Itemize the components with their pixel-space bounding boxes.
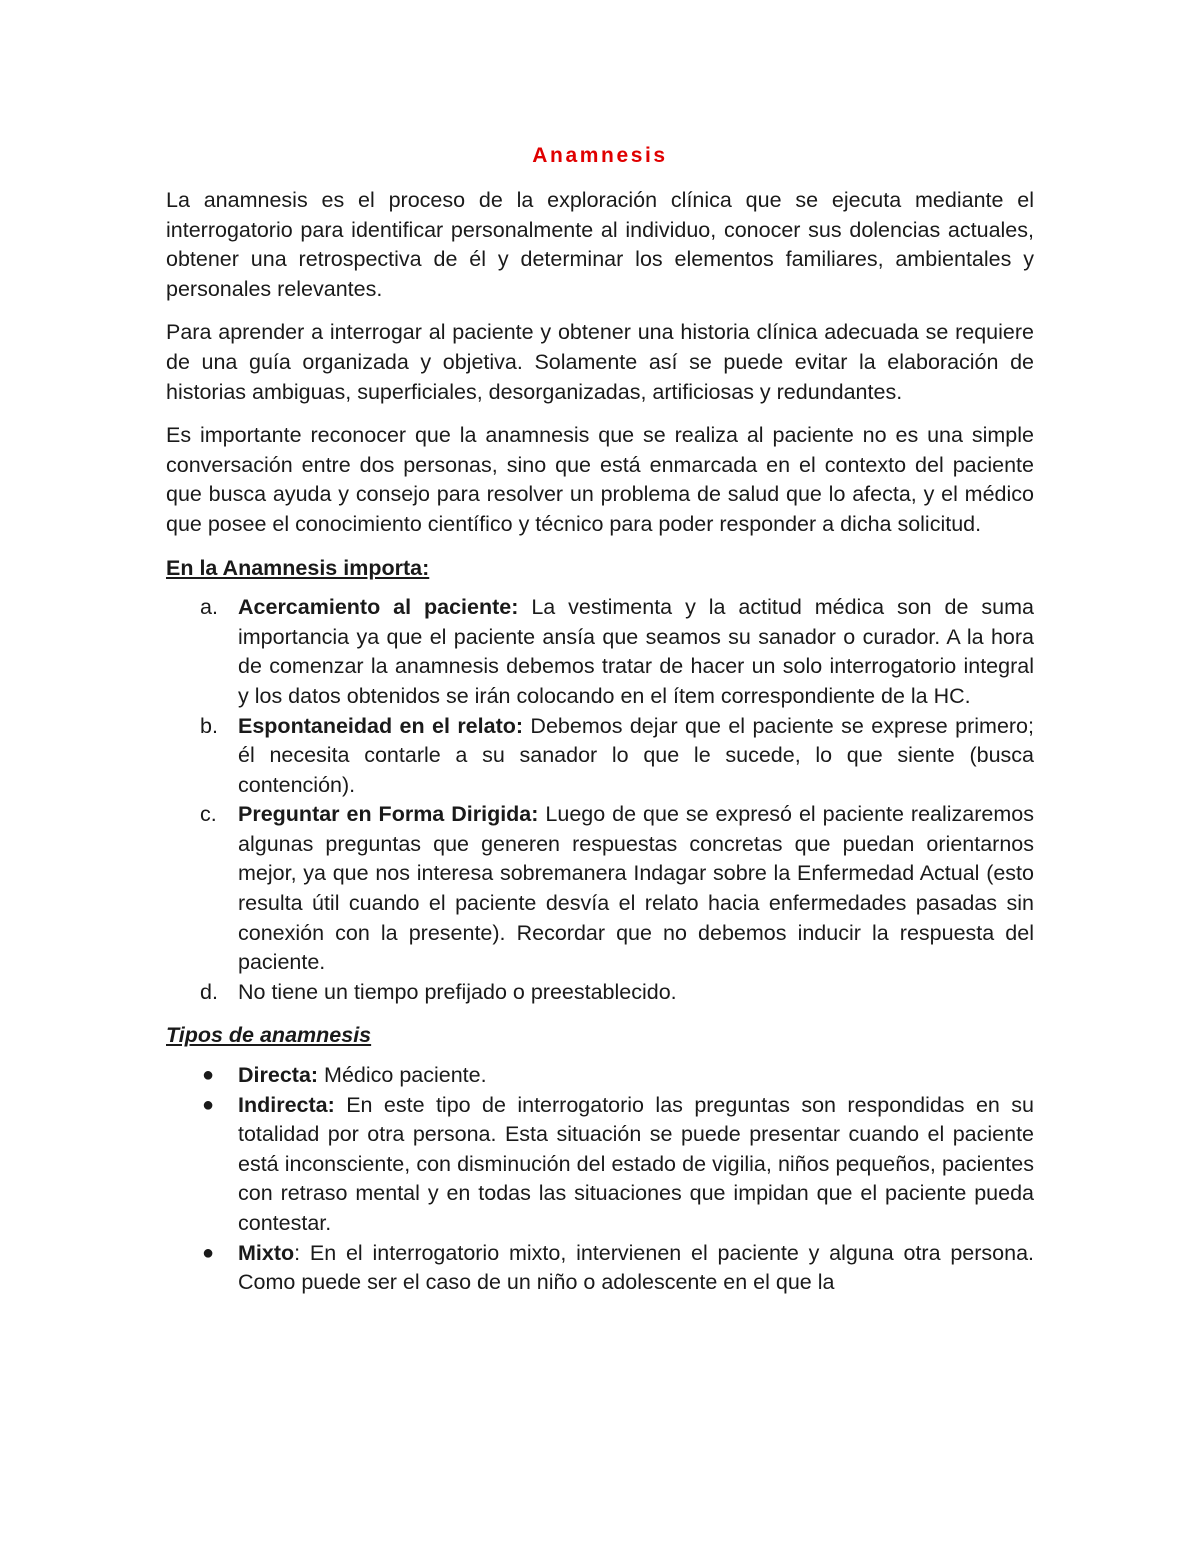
item-text: : En el interrogatorio mixto, intervienen el paciente y alguna otra persona. Como puede ser el caso de un niño o adolescente en el que la: [238, 1240, 1034, 1295]
item-text: No tiene un tiempo prefijado o preestablecido.: [238, 979, 677, 1004]
bullet-icon: ●: [202, 1241, 215, 1264]
item-text: La vestimenta y la actitud médica son de suma importancia ya que el paciente ansía que seamos su sanador o curador. A la hora de comenzar la anamnesis debemos tratar de hacer un solo interrogatorio integral y los datos obtenidos se irán colocando en el ítem correspondiente de la HC.: [238, 595, 1034, 708]
bullet-icon: ●: [202, 1064, 215, 1087]
importa-list: [166, 593, 1034, 1007]
item-lead: Acercamiento al paciente:: [238, 595, 519, 620]
intro-paragraph-1: La anamnesis es el proceso de la exploración clínica que se ejecuta mediante el interrogatorio para identificar personalmente al individuo, conocer sus dolencias actuales, obtener una retrospectiva de él y determinar los elementos familiares, ambientales y personales relevantes.: [166, 188, 1034, 301]
list-item: [166, 593, 1034, 711]
item-lead: Espontaneidad en el relato:: [238, 713, 524, 738]
list-marker: c.: [200, 802, 217, 827]
list-item: [166, 1239, 1034, 1298]
section-heading-tipos: Tipos de anamnesis: [166, 1023, 372, 1048]
intro-paragraph-3: Es importante reconocer que la anamnesis que se realiza al paciente no es una simple conversación entre dos personas, sino que está enmarcada en el contexto del paciente que busca ayuda y consejo para resolver un problema de salud que lo afecta, y el médico que posee el conocimiento científico y técnico para poder responder a dicha solicitud.: [166, 423, 1034, 536]
item-lead: Directa:: [238, 1063, 319, 1088]
list-item: [166, 1061, 1034, 1091]
list-item: [166, 800, 1034, 978]
bullet-icon: ●: [202, 1093, 215, 1116]
item-text: Médico paciente.: [318, 1063, 487, 1088]
list-marker: a.: [200, 595, 218, 620]
list-item: [166, 712, 1034, 801]
item-lead: Preguntar en Forma Dirigida:: [238, 802, 539, 827]
item-text: Luego de que se expresó el paciente realizaremos algunas preguntas que generen respuestas concretas que puedan orientarnos mejor, ya que nos interesa sobremanera Indagar sobre la Enfermedad Actual (esto resulta útil cuando el paciente desvía el relato hacia enfermedades pasadas sin conexión con la presente). Recordar que no debemos inducir la respuesta del paciente.: [238, 802, 1034, 975]
list-item: [166, 978, 1034, 1008]
tipos-list: [166, 1061, 1034, 1298]
item-lead: Indirecta:: [238, 1092, 335, 1117]
list-marker: d.: [200, 979, 218, 1004]
list-marker: b.: [200, 713, 218, 738]
intro-paragraph-2: Para aprender a interrogar al paciente y obtener una historia clínica adecuada se requiere de una guía organizada y objetiva. Solamente así se puede evitar la elaboración de historias ambiguas, superficiales, desorganizadas, artificiosas y redundantes.: [166, 320, 1034, 404]
list-item: [166, 1091, 1034, 1239]
item-lead: Mixto: [238, 1240, 295, 1265]
item-text: En este tipo de interrogatorio las preguntas son respondidas en su totalidad por otra persona. Esta situación se puede presentar cuando el paciente está inconsciente, con disminución del estado de vigilia, niños pequeños, pacientes con retraso mental y en todas las situaciones que impidan que el paciente pueda contestar.: [238, 1092, 1034, 1235]
document-page: [166, 140, 1034, 1298]
section-heading-importa: En la Anamnesis importa:: [166, 555, 430, 580]
document-title: Anamnesis: [532, 144, 668, 167]
item-text: Debemos dejar que el paciente se exprese primero; él necesita contarle a su sanador lo que le sucede, lo que siente (busca contención).: [238, 713, 1034, 797]
